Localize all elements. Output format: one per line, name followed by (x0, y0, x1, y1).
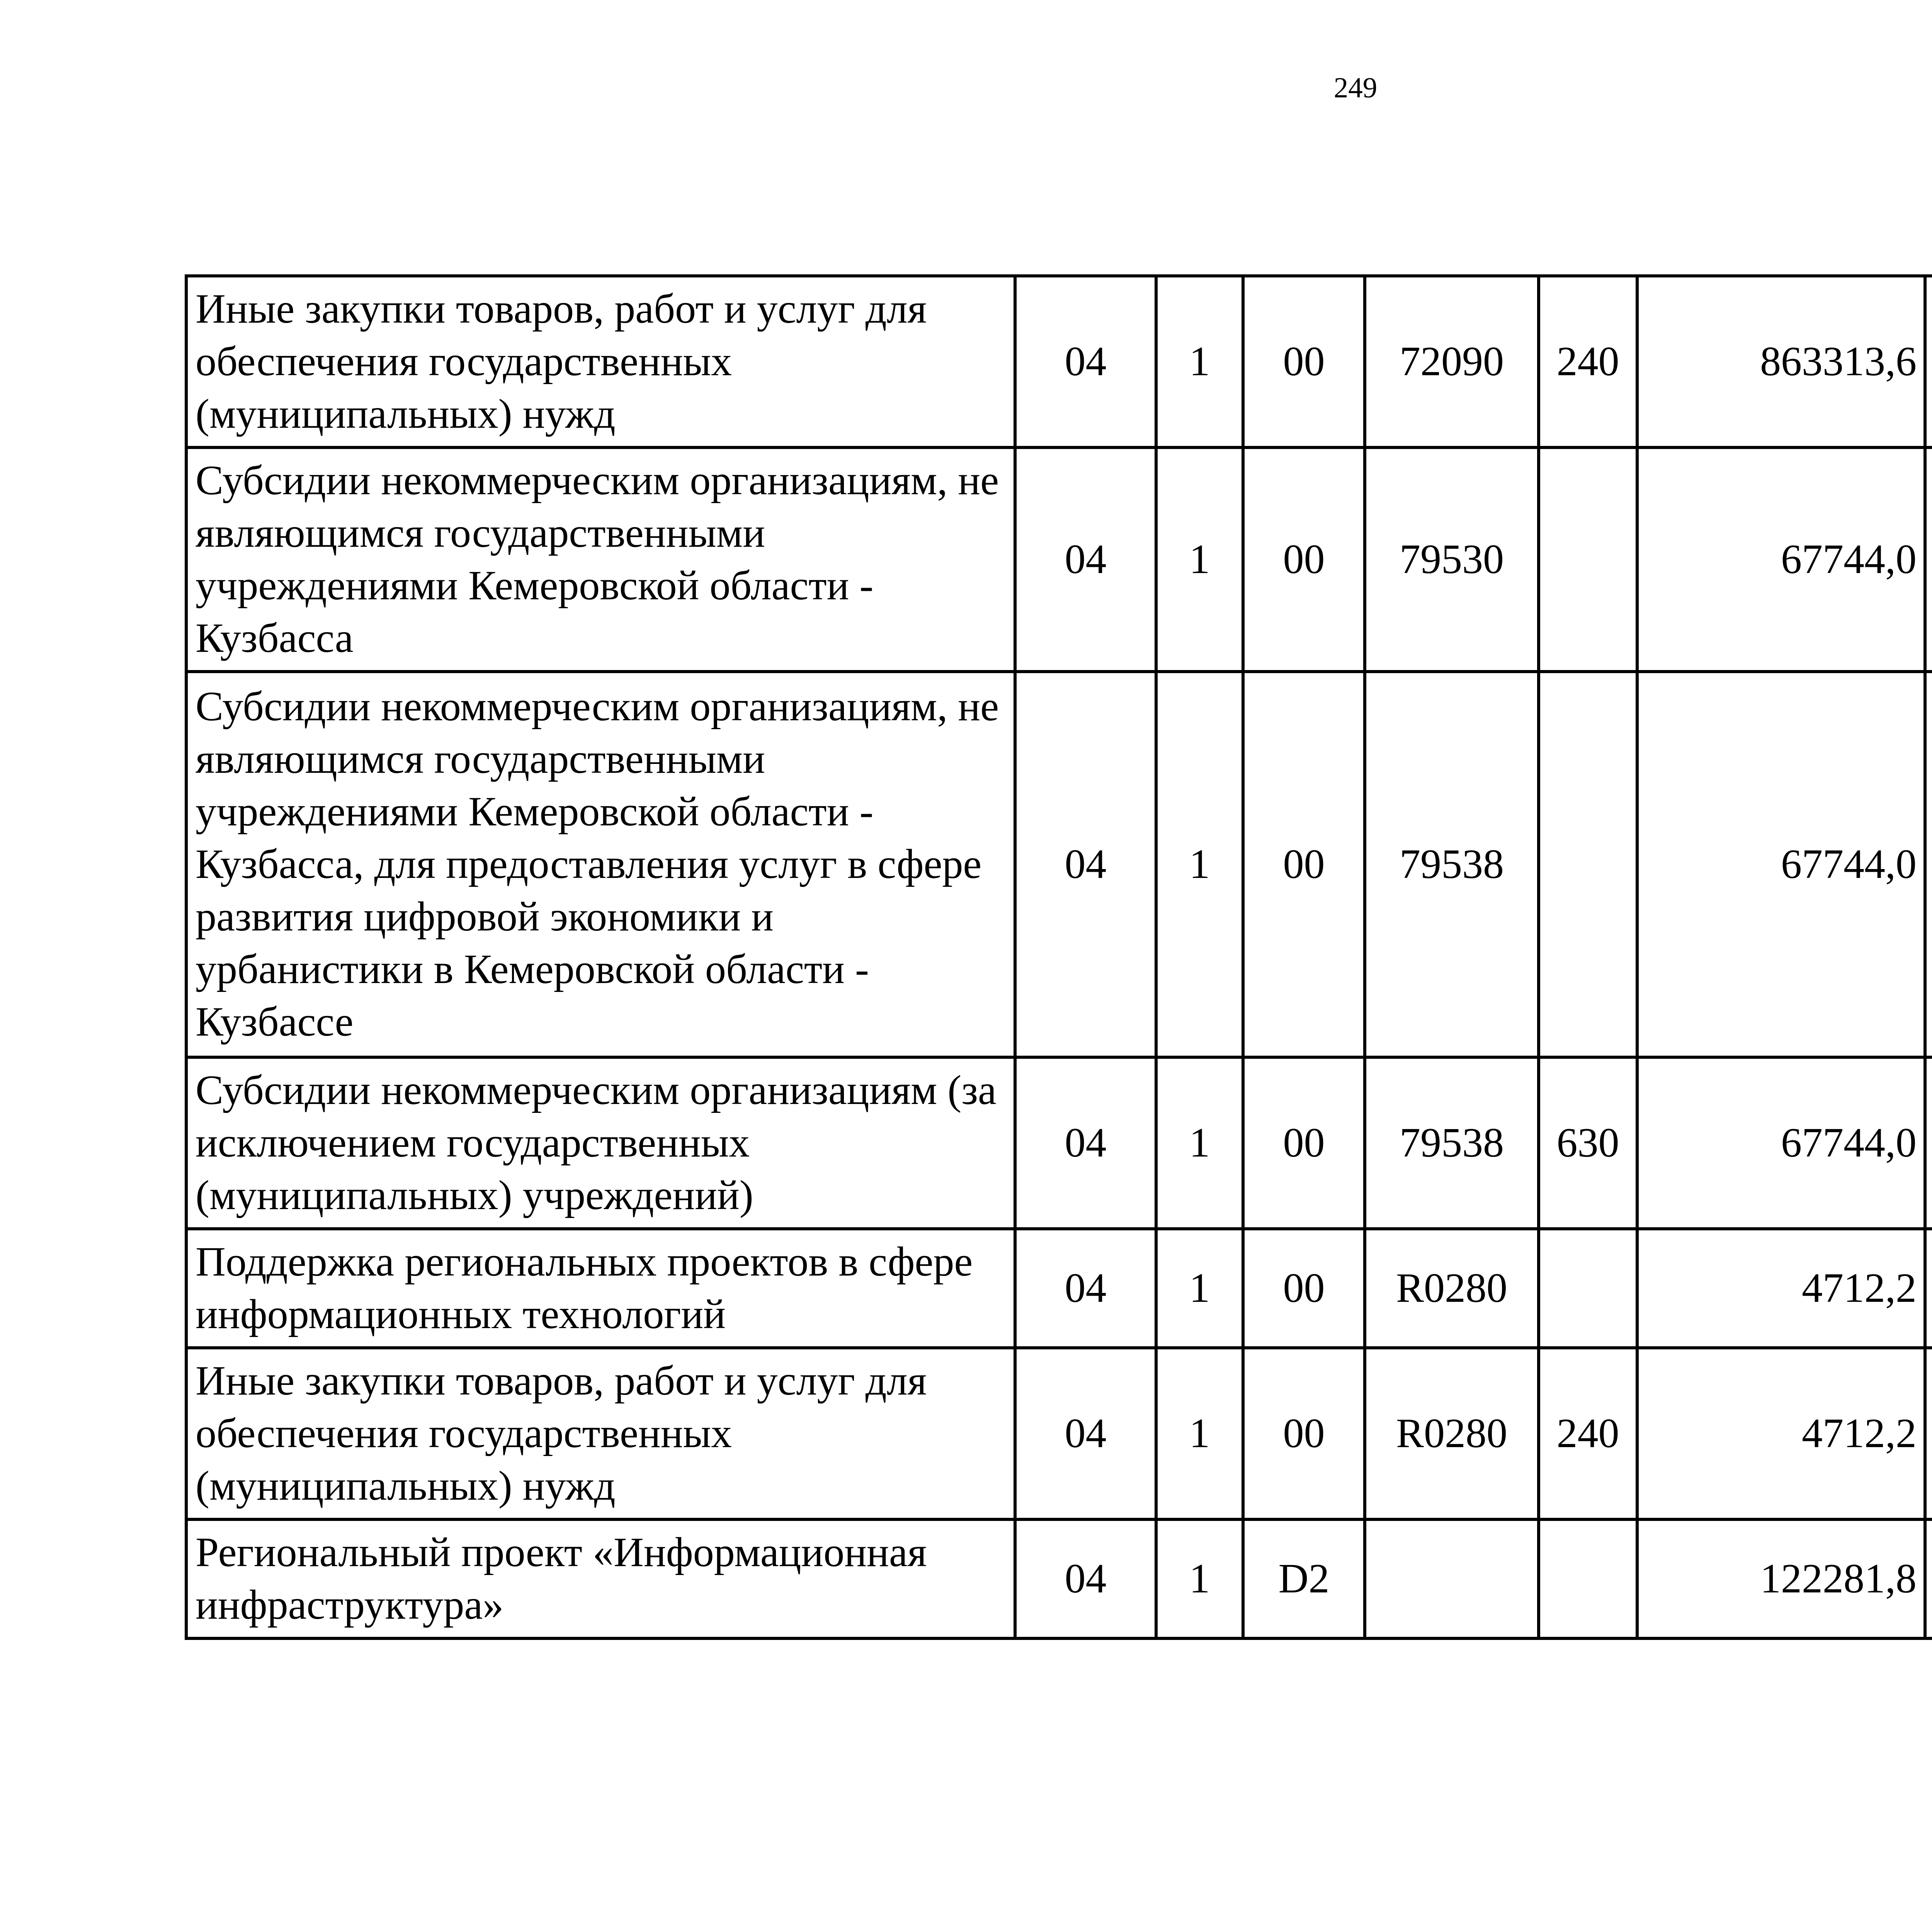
amount-year2-cell (1925, 447, 1932, 672)
amount-year1-cell: 4712,2 (1637, 1348, 1925, 1519)
amount-year1-cell: 122281,8 (1637, 1519, 1925, 1638)
row-name-cell: Иные закупки товаров, работ и услуг для обеспечения государственных (муниципальных) нужд (186, 276, 1015, 447)
target-article-code-cell: 79538 (1365, 672, 1539, 1057)
table-row (186, 1519, 1932, 1638)
target-article-code-cell (1365, 1519, 1539, 1638)
amount-year2-cell (1925, 276, 1932, 447)
amount-year2-cell (1925, 672, 1932, 1057)
target-article-code-cell: R0280 (1365, 1348, 1539, 1519)
page-number: 249 (1333, 72, 1378, 104)
row-name-cell: Субсидии некоммерческим организациям, не являющимся государственными учреждениями Кемеровской области - Кузбасса, для предоставления услуг в сфере развития цифровой экономики и урбанистики в Кемеровской области - Кузбассе (186, 672, 1015, 1057)
row-name-cell: Региональный проект «Информационная инфраструктура» (186, 1519, 1015, 1638)
section-code-cell: 04 (1015, 447, 1156, 672)
section-code-cell: 04 (1015, 276, 1156, 447)
target-article-prefix-cell: D2 (1243, 1519, 1365, 1638)
target-article-prefix-cell: 00 (1243, 447, 1365, 672)
amount-year2-cell (1925, 1057, 1932, 1229)
row-name-cell: Иные закупки товаров, работ и услуг для обеспечения государственных (муниципальных) нужд (186, 1348, 1015, 1519)
program-code-cell: 1 (1156, 672, 1243, 1057)
expense-type-cell: 240 (1539, 276, 1637, 447)
program-code-cell: 1 (1156, 1229, 1243, 1348)
target-article-prefix-cell: 00 (1243, 1229, 1365, 1348)
section-code-cell: 04 (1015, 1057, 1156, 1229)
table-row (186, 276, 1932, 447)
amount-year2-cell (1925, 1229, 1932, 1348)
table-row (186, 447, 1932, 672)
target-article-prefix-cell: 00 (1243, 276, 1365, 447)
table-row (186, 1348, 1932, 1519)
target-article-code-cell: 79530 (1365, 447, 1539, 672)
expense-type-cell (1539, 1229, 1637, 1348)
program-code-cell: 1 (1156, 1348, 1243, 1519)
amount-year1-cell: 4712,2 (1637, 1229, 1925, 1348)
target-article-code-cell: 72090 (1365, 276, 1539, 447)
section-code-cell: 04 (1015, 1519, 1156, 1638)
amount-year2-cell (1925, 1348, 1932, 1519)
program-code-cell: 1 (1156, 276, 1243, 447)
amount-year1-cell: 863313,6 (1637, 276, 1925, 447)
amount-year1-cell: 67744,0 (1637, 672, 1925, 1057)
table-row (186, 672, 1932, 1057)
target-article-prefix-cell: 00 (1243, 672, 1365, 1057)
amount-year2-cell (1925, 1519, 1932, 1638)
target-article-prefix-cell: 00 (1243, 1057, 1365, 1229)
row-name-cell: Субсидии некоммерческим организациям, не являющимся государственными учреждениями Кемеровской области - Кузбасса (186, 447, 1015, 672)
section-code-cell: 04 (1015, 672, 1156, 1057)
target-article-code-cell: R0280 (1365, 1229, 1539, 1348)
expense-type-cell (1539, 447, 1637, 672)
program-code-cell: 1 (1156, 447, 1243, 672)
amount-year1-cell: 67744,0 (1637, 447, 1925, 672)
expense-type-cell: 630 (1539, 1057, 1637, 1229)
expense-type-cell (1539, 672, 1637, 1057)
program-code-cell: 1 (1156, 1057, 1243, 1229)
table-row (186, 1229, 1932, 1348)
section-code-cell: 04 (1015, 1229, 1156, 1348)
row-name-cell: Субсидии некоммерческим организациям (за исключением государственных (муниципальных) учреждений) (186, 1057, 1015, 1229)
budget-table (185, 274, 1932, 1640)
expense-type-cell: 240 (1539, 1348, 1637, 1519)
section-code-cell: 04 (1015, 1348, 1156, 1519)
expense-type-cell (1539, 1519, 1637, 1638)
target-article-code-cell: 79538 (1365, 1057, 1539, 1229)
amount-year1-cell: 67744,0 (1637, 1057, 1925, 1229)
target-article-prefix-cell: 00 (1243, 1348, 1365, 1519)
table-row (186, 1057, 1932, 1229)
row-name-cell: Поддержка региональных проектов в сфере информационных технологий (186, 1229, 1015, 1348)
program-code-cell: 1 (1156, 1519, 1243, 1638)
